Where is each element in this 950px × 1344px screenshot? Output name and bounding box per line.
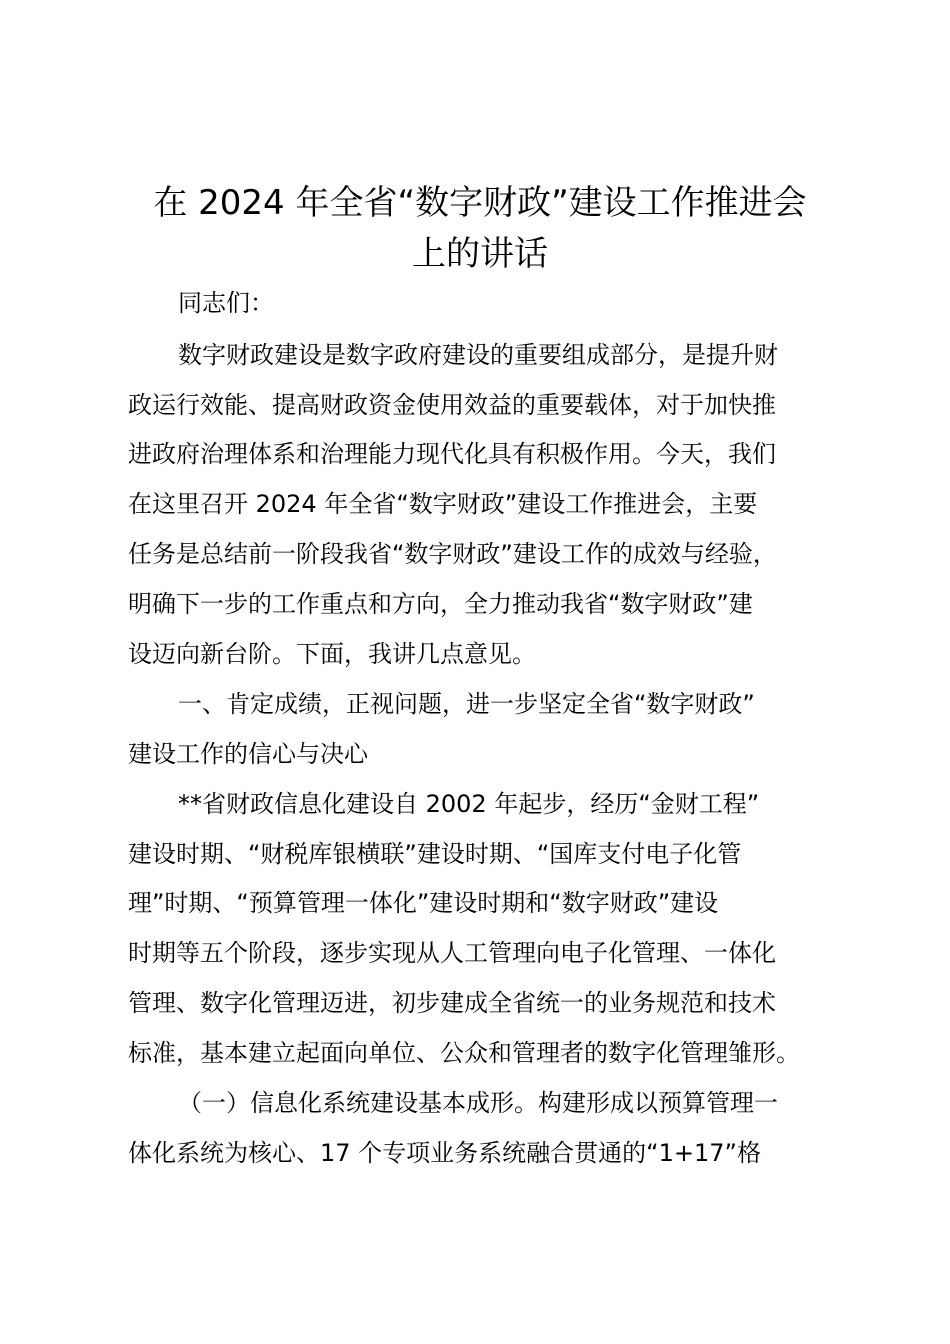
- paragraph-line: 政运行效能、提高财政资金使用效益的重要载体，对于加快推: [128, 391, 776, 419]
- document-title-line-2: 上的讲话: [412, 234, 548, 274]
- section-heading-line: 建设工作的信心与决心: [128, 740, 368, 768]
- paragraph-line: 体化系统为核心、17 个专项业务系统融合贯通的“1+17”格: [128, 1139, 761, 1167]
- paragraph-line: 在这里召开 2024 年全省“数字财政”建设工作推进会，主要: [128, 490, 758, 518]
- paragraph-line: 理”时期、“预算管理一体化”建设时期和“数字财政”建设: [128, 889, 719, 917]
- paragraph-line: 建设时期、“财税库银横联”建设时期、“国库支付电子化管: [128, 840, 742, 868]
- section-heading-line: 一、肯定成绩，正视问题，进一步坚定全省“数字财政”: [178, 690, 755, 718]
- document-title-line-1: 在 2024 年全省“数字财政”建设工作推进会: [153, 183, 807, 223]
- paragraph-line: 明确下一步的工作重点和方向，全力推动我省“数字财政”建: [128, 590, 753, 618]
- salutation: 同志们：: [178, 289, 274, 317]
- paragraph-line: 进政府治理体系和治理能力现代化具有积极作用。今天，我们: [128, 440, 776, 468]
- paragraph-line: 设迈向新台阶。下面，我讲几点意见。: [128, 640, 536, 668]
- paragraph-line: 时期等五个阶段，逐步实现从人工管理向电子化管理、一体化: [128, 939, 776, 967]
- paragraph-line: 任务是总结前一阶段我省“数字财政”建设工作的成效与经验，: [128, 540, 777, 568]
- paragraph-line: 数字财政建设是数字政府建设的重要组成部分，是提升财: [178, 341, 778, 369]
- paragraph-line: **省财政信息化建设自 2002 年起步，经历“金财工程”: [178, 790, 760, 818]
- paragraph-line: 标准，基本建立起面向单位、公众和管理者的数字化管理雏形。: [128, 1039, 800, 1067]
- paragraph-line: （一）信息化系统建设基本成形。构建形成以预算管理一: [178, 1089, 778, 1117]
- paragraph-line: 管理、数字化管理迈进，初步建成全省统一的业务规范和技术: [128, 989, 776, 1017]
